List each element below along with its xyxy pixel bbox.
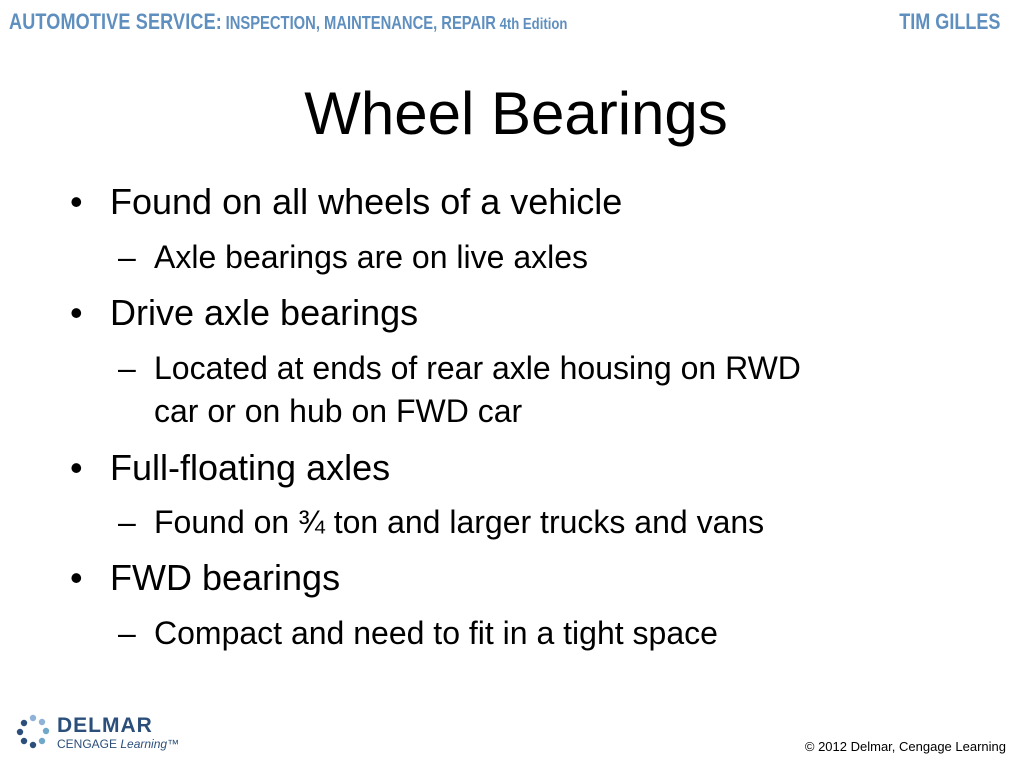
sub-bullet-text: Located at ends of rear axle housing on RWD: [154, 350, 801, 386]
copyright-notice: © 2012 Delmar, Cengage Learning: [804, 739, 1006, 754]
bullet-item: [70, 292, 419, 334]
delmar-cengage-logo: [16, 712, 196, 754]
dash-icon: –: [118, 615, 136, 651]
dash-icon: –: [118, 350, 136, 386]
logo-trademark: ™: [167, 737, 180, 751]
logo-tagline-learning: Learning: [120, 737, 168, 751]
bullet-text: Full-floating axles: [110, 447, 391, 488]
logo-tagline-cengage: CENGAGE: [57, 737, 118, 751]
logo-tagline: [57, 737, 179, 751]
sub-bullet-text: Found on ¾ ton and larger trucks and vans: [154, 504, 765, 540]
sub-bullet-text: Compact and need to fit in a tight space: [154, 615, 718, 651]
sub-bullet-text: Axle bearings are on live axles: [154, 239, 589, 275]
bullet-text: FWD bearings: [110, 557, 341, 598]
bullet-icon: •: [70, 292, 83, 333]
book-title-banner: [9, 9, 567, 35]
bullet-icon: •: [70, 181, 83, 222]
bullet-icon: •: [70, 447, 83, 488]
dash-icon: –: [118, 504, 136, 540]
slide-header: [0, 0, 1024, 40]
slide-title: Wheel Bearings: [304, 80, 728, 147]
sub-bullet-continuation: [154, 391, 522, 431]
book-subtitle: INSPECTION, MAINTENANCE, REPAIR: [225, 13, 496, 33]
book-author: TIM GILLES: [898, 9, 1000, 34]
book-edition: 4th Edition: [499, 16, 568, 33]
sub-bullet-item: [118, 237, 589, 277]
sub-bullet-item: [118, 348, 801, 388]
sub-bullet-item: [118, 613, 718, 653]
logo-wordmark: DELMAR: [57, 714, 153, 737]
bullet-item: [70, 181, 623, 223]
bullet-text: Found on all wheels of a vehicle: [110, 181, 623, 222]
sub-bullet-item: [118, 502, 765, 542]
delmar-pinwheel-icon: [16, 714, 50, 750]
bullet-text: Drive axle bearings: [110, 292, 419, 333]
bullet-item: [70, 447, 391, 489]
book-title: AUTOMOTIVE SERVICE:: [9, 9, 222, 34]
bullet-item: [70, 557, 341, 599]
bullet-icon: •: [70, 557, 83, 598]
sub-bullet-text: car or on hub on FWD car: [154, 393, 523, 429]
dash-icon: –: [118, 239, 136, 275]
